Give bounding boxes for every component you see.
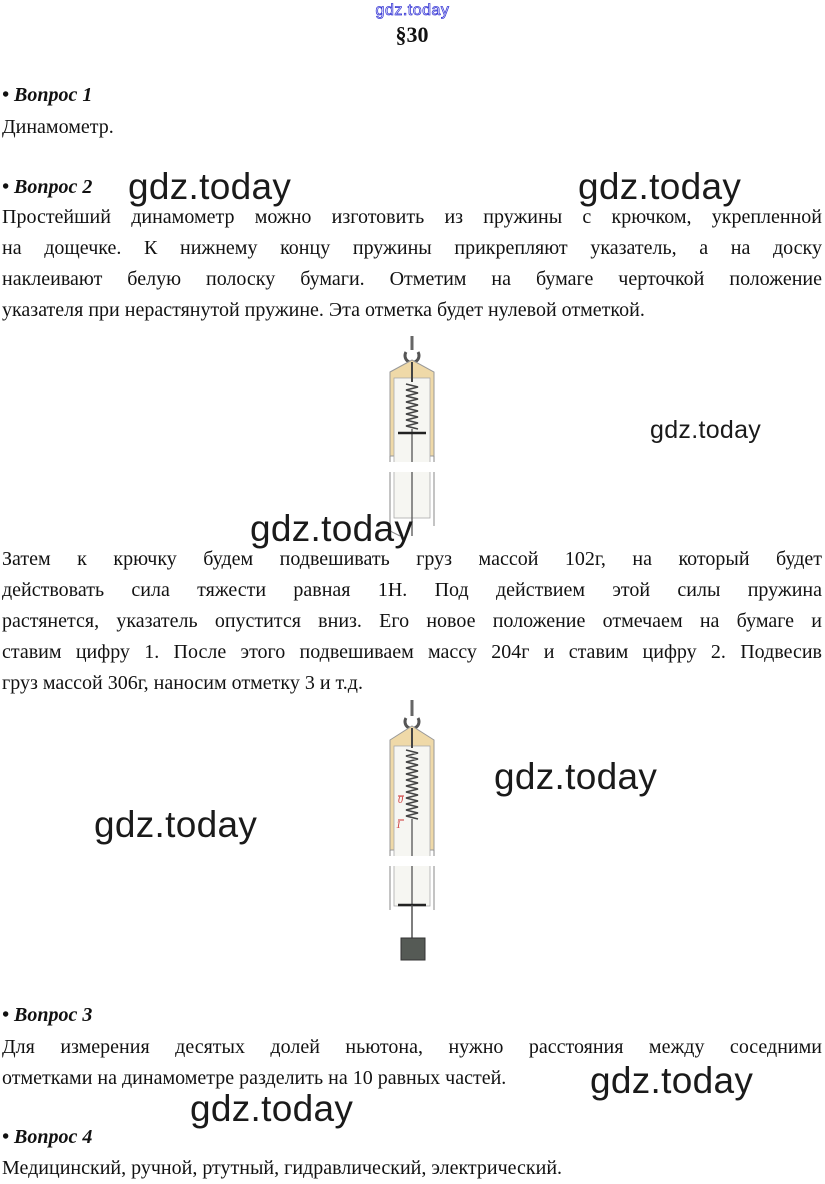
mark-one-label: 1 <box>396 820 401 831</box>
text-line: указателя при нерастянутой пружине. Эта отметка будет нулевой отметкой. <box>2 299 645 321</box>
text-line: растянется, указатель опустится вниз. Его новое положение отмечаем на бумаге и <box>2 610 822 632</box>
text-line: отметками на динамометре разделить на 10 равных частей. <box>2 1067 507 1089</box>
question-1-answer: Динамометр. <box>2 116 114 138</box>
text-line: наклеивают белую полоску бумаги. Отметим на бумаге черточкой положение <box>2 268 822 290</box>
dynamometer-figure-loaded <box>360 700 470 966</box>
watermark: gdz.today <box>128 166 292 207</box>
section-title: §30 <box>395 22 429 47</box>
question-2-paragraph-1 <box>2 202 822 326</box>
question-1-title: • Вопрос 1 <box>2 84 93 106</box>
text-line: ставим цифру 1. После этого подвешиваем массу 204г и ставим цифру 2. Подвесив <box>2 641 822 663</box>
question-2-title: • Вопрос 2 <box>2 176 93 198</box>
text-line: Для измерения десятых долей ньютона, нужно расстояния между соседними <box>2 1036 822 1058</box>
watermark: gdz.today <box>650 416 762 444</box>
mark-zero-label: 0 <box>398 795 403 806</box>
watermark: gdz.today <box>578 166 742 207</box>
watermark: gdz.today <box>190 1088 354 1129</box>
watermark: gdz.today <box>94 804 258 845</box>
site-watermark-top: gdz.today <box>375 2 450 19</box>
text-line: груз массой 306г, наносим отметку 3 и т.д. <box>2 672 363 694</box>
question-2-paragraph-2 <box>2 544 822 699</box>
question-4-answer: Медицинский, ручной, ртутный, гидравлический, электрический. <box>2 1157 563 1179</box>
text-line: Простейший динамометр можно изготовить из пружины с крючком, укрепленной <box>2 206 822 228</box>
text-line: действовать сила тяжести равная 1Н. Под действием этой силы пружина <box>2 579 822 601</box>
watermark: gdz.today <box>494 756 658 797</box>
question-3-title: • Вопрос 3 <box>2 1004 93 1026</box>
watermark: gdz.today <box>250 508 414 549</box>
question-4-title: • Вопрос 4 <box>2 1126 93 1148</box>
watermark: gdz.today <box>590 1060 754 1101</box>
text-line: на дощечке. К нижнему концу пружины прикрепляют указатель, а на доску <box>2 237 822 259</box>
text-line: Затем к крючку будем подвешивать груз массой 102г, на который будет <box>2 548 822 570</box>
